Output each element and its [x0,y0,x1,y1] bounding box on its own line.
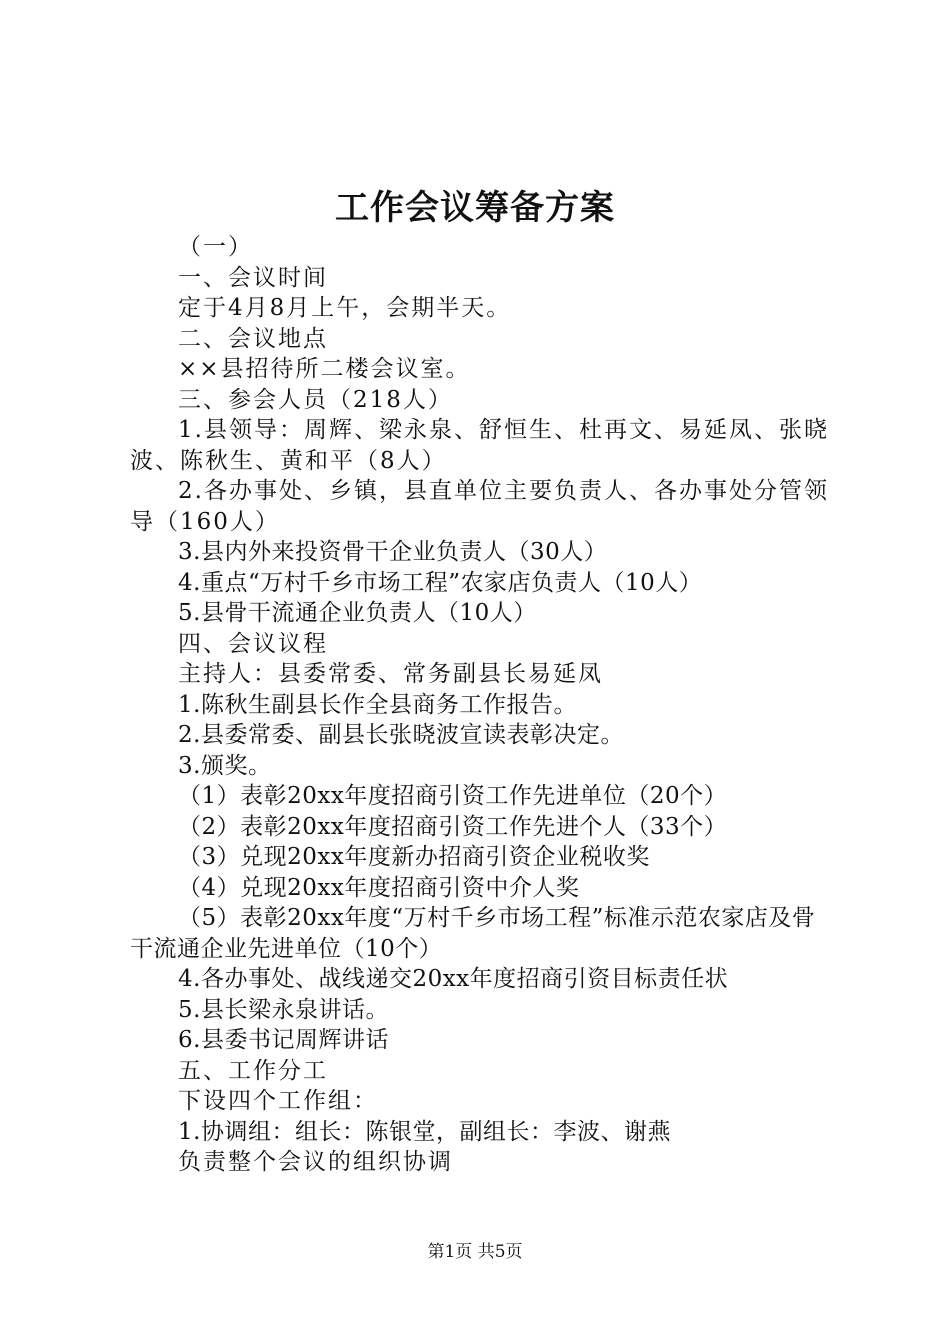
paragraph: 下设四个工作组： [178,1088,378,1114]
paragraph: 主持人：县委常委、常务副县长易延凤 [178,661,603,687]
section-heading-location: 二、会议地点 [178,325,328,352]
list-item: 2.县委常委、副县长张晓波宣读表彰决定。 [178,722,624,748]
list-item: 2.各办事处、乡镇，县直单位主要负责人、各办事处分管领导（160人） [130,478,829,535]
section-heading-attendees: 三、参会人员（218人） [178,386,453,413]
list-item: 1.县领导：周辉、梁永泉、舒恒生、杜再文、易延凤、张晓波、陈秋生、黄和平（8人） [130,417,829,474]
paragraph: 定于4月8月上午，会期半天。 [178,295,512,321]
sub-list-item: （2）表彰20xx年度招商引资工作先进个人（33个） [178,813,728,840]
list-item: 5.县骨干流通企业负责人（10人） [178,600,537,626]
section-heading-division: 五、工作分工 [178,1057,328,1084]
section-heading-agenda: 四、会议议程 [178,630,328,657]
list-item: 5.县长梁永泉讲话。 [178,996,389,1023]
document-title: 工作会议筹备方案 [335,188,615,228]
list-item: 3.县内外来投资骨干企业负责人（30人） [178,539,608,565]
sub-list-item: （3）兑现20xx年度新办招商引资企业税收奖 [178,844,650,870]
paragraph: 负责整个会议的组织协调 [178,1149,453,1175]
document-body [130,232,830,1178]
sub-list-item: （5）表彰20xx年度“万村千乡市场工程”标准示范农家店及骨干流通企业先进单位（10个） [130,905,816,962]
paragraph: （一） [178,234,253,260]
sub-list-item: （1）表彰20xx年度招商引资工作先进单位（20个） [178,783,728,809]
list-item: 3.颁奖。 [178,752,272,779]
list-item: 1.协调组：组长：陈银堂，副组长：李波、谢燕 [178,1118,671,1145]
list-item: 4.重点“万村千乡市场工程”农家店负责人（10人） [178,569,703,596]
list-item: 1.陈秋生副县长作全县商务工作报告。 [178,691,577,718]
page-footer: 第1页 共5页 [427,1242,523,1262]
sub-list-item: （4）兑现20xx年度招商引资中介人奖 [178,874,580,901]
list-item: 4.各办事处、战线递交20xx年度招商引资目标责任状 [178,966,729,992]
section-heading-time: 一、会议时间 [178,264,328,291]
list-item: 6.县委书记周辉讲话 [178,1027,389,1053]
paragraph: ××县招待所二楼会议室。 [178,356,471,382]
